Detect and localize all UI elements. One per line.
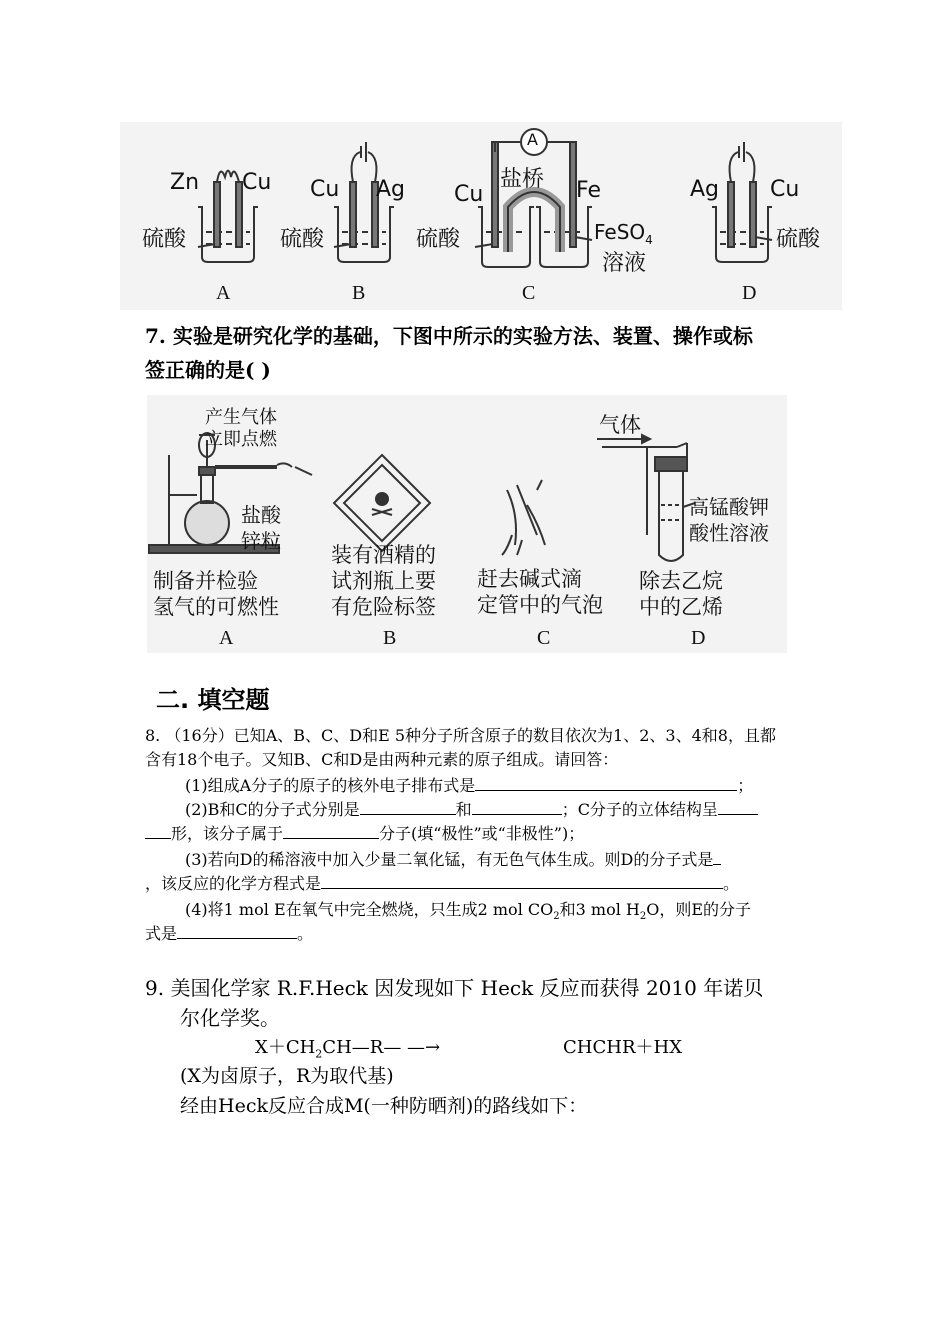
q9-equation: $X+CH_2CH—R—$ —→: [255, 1037, 441, 1061]
lab-a-text2: 氢气的可燃性: [153, 595, 279, 619]
lab-b-text2: 试剂瓶上要: [331, 569, 436, 593]
q8-part4-cont: 式是 。: [145, 924, 314, 943]
lab-figure: [147, 395, 787, 653]
cell-c-meter: A: [527, 130, 538, 149]
cell-d-solution: 硫酸: [776, 227, 821, 252]
cell-b-right-electrode: Ag: [376, 177, 406, 202]
q8-part4: (4)将1 mol E在氧气中完全燃烧，只生成2 mol $CO_2$和3 mol $H_2O$，则E的分子: [185, 900, 752, 923]
q7-line2: 签正确的是( ): [145, 358, 271, 382]
lab-d-caption: D: [691, 627, 706, 649]
cell-a-caption: A: [216, 282, 231, 304]
cell-c-right-electrode: Fe: [576, 178, 601, 203]
cell-a-left-electrode: Zn: [170, 170, 200, 195]
lab-d-label1: 高锰酸钾: [689, 495, 769, 519]
lab-c-text2: 定管中的气泡: [477, 593, 603, 617]
q9-note: (X为卤原子，R为取代基): [180, 1065, 394, 1087]
lab-a-caption: A: [219, 627, 234, 649]
lab-a-text1: 制备并检验: [153, 569, 258, 593]
q9-line2: 尔化学奖。: [180, 1006, 280, 1030]
cell-c-right-solution: FeSO$_4$: [594, 220, 653, 247]
lab-c-text1: 赶去碱式滴: [477, 567, 582, 591]
q8-part1: (1)组成A分子的原子的核外电子排布式是 ；: [185, 776, 754, 795]
lab-d-text1: 除去乙烷: [639, 569, 723, 593]
lab-c-caption: C: [537, 627, 551, 649]
q8-part2-cont: 形，该分子属于 分子(填“极性”或“非极性”)；: [145, 822, 584, 846]
lab-d-gas: 气体: [599, 413, 641, 437]
q9-line1: 9. 美国化学家 R.F.Heck 因发现如下 Heck 反应而获得 2010 年诺贝: [145, 976, 764, 1000]
q7-line1: 7. 实验是研究化学的基础，下图中所示的实验方法、装置、操作或标: [145, 324, 753, 348]
lab-a-label-gas2: 立即点燃: [205, 429, 277, 450]
q8-part3: (3)若向D的稀溶液中加入少量二氧化锰，有无色气体生成。则D的分子式是: [185, 848, 721, 872]
lab-d-text2: 中的乙烯: [639, 595, 723, 619]
cell-c-left-electrode: Cu: [454, 182, 484, 207]
lab-b-text3: 有危险标签: [331, 595, 436, 619]
lab-a-label-gas1: 产生气体: [205, 407, 277, 428]
cell-c-left-solution: 硫酸: [416, 227, 461, 252]
cell-d-right-electrode: Cu: [770, 177, 800, 202]
cell-b-left-electrode: Cu: [310, 177, 340, 202]
cell-d-caption: D: [742, 282, 757, 304]
cell-figure: [120, 122, 842, 310]
lab-d-label2: 酸性溶液: [689, 521, 769, 545]
cell-d-left-electrode: Ag: [690, 177, 720, 202]
lab-a-label-acid: 盐酸: [241, 503, 281, 527]
q8-line2: 含有18个电子。又知B、C和D是由两种元素的原子组成。请回答：: [145, 750, 619, 769]
q8-part2: (2)B和C的分子式分别是 和 ；C分子的立体结构呈: [185, 798, 758, 822]
cell-a-right-electrode: Cu: [242, 170, 272, 195]
q9-route: 经由Heck反应合成M(一种防晒剂)的路线如下：: [180, 1095, 588, 1117]
cell-c-caption: C: [522, 282, 536, 304]
cell-a-solution: 硫酸: [142, 227, 187, 252]
lab-b-text1: 装有酒精的: [331, 543, 436, 567]
q9-equation-product: CHCHR＋HX: [563, 1037, 683, 1058]
cell-b-solution: 硫酸: [280, 227, 325, 252]
q8-line1: 8. （16分）已知A、B、C、D和E 5种分子所含原子的数目依次为1、2、3、4和8，且都: [145, 726, 776, 745]
section-title: 二. 填空题: [156, 686, 270, 714]
cell-c-right-solution-2: 溶液: [602, 251, 647, 276]
q8-part3-cont: ，该反应的化学方程式是 。: [145, 874, 740, 893]
lab-b-caption: B: [383, 627, 397, 649]
cell-b-caption: B: [352, 282, 366, 304]
lab-a-label-zinc: 锌粒: [241, 529, 281, 553]
cell-c-salt-bridge: 盐桥: [500, 167, 545, 192]
